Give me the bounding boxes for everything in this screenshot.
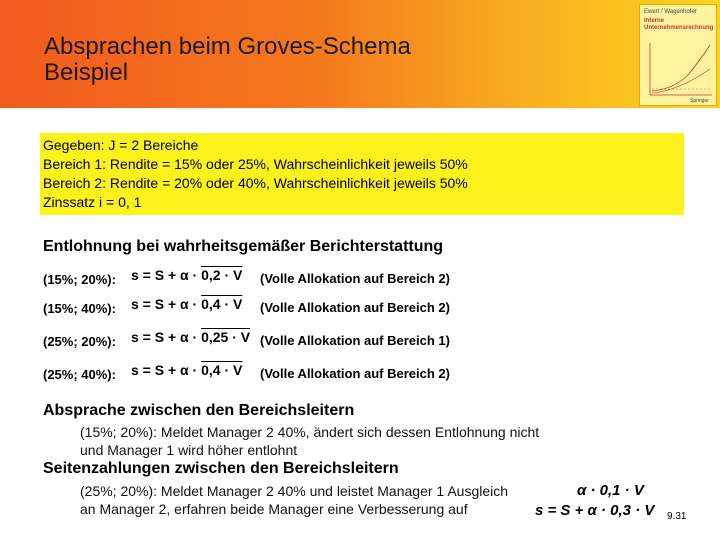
book-cover-graphic-icon xyxy=(644,39,714,101)
formula-prefix: s = S + α · xyxy=(131,329,202,345)
page-title xyxy=(44,34,411,86)
given-line-4: Zinssatz i = 0, 1 xyxy=(43,194,142,210)
case-formula xyxy=(131,296,242,312)
case-formula xyxy=(131,267,242,283)
book-publisher: Springer xyxy=(690,98,709,104)
case-label: (15%; 40%): xyxy=(43,301,116,316)
formula-value: 0,4 · V xyxy=(201,296,243,312)
formula-value: 0,4 · V xyxy=(201,362,243,378)
book-title-1: Interne xyxy=(644,18,665,24)
collusion-line-2: und Manager 1 wird höher entlohnt xyxy=(80,442,298,458)
formula-value: 0,2 · V xyxy=(201,267,243,283)
section-heading-side-payments: Seitenzahlungen zwischen den Bereichsleitern xyxy=(43,460,399,477)
case-label: (25%; 20%): xyxy=(43,334,116,349)
case-label: (25%; 40%): xyxy=(43,367,116,382)
formula-prefix: s = S + α · xyxy=(131,296,202,312)
formula-value: 0,25 · V xyxy=(201,329,251,345)
book-author: Ewert / Wagenhofer xyxy=(644,9,697,15)
case-formula xyxy=(131,329,250,345)
section-heading-collusion: Absprache zwischen den Bereichsleitern xyxy=(43,402,355,419)
collusion-line-1: (15%; 20%): Meldet Manager 2 40%, ändert sich dessen Entlohnung nicht xyxy=(80,424,540,440)
case-note: (Volle Allokation auf Bereich 1) xyxy=(260,333,450,348)
case-note: (Volle Allokation auf Bereich 2) xyxy=(260,300,450,315)
formula-prefix: s = S + α · xyxy=(131,362,202,378)
side-payment-formula-a: α · 0,1 · V xyxy=(577,482,644,499)
title-line-1: Absprachen beim Groves-Schema xyxy=(44,33,411,60)
case-label: (15%; 20%): xyxy=(43,272,116,287)
title-line-2: Beispiel xyxy=(44,59,129,86)
book-cover-logo xyxy=(639,4,717,106)
side-payment-line-1: (25%; 20%): Meldet Manager 2 40% und leistet Manager 1 Ausgleich xyxy=(80,483,509,499)
book-title-2: Unternehmensrechnung xyxy=(644,25,714,31)
section-heading-truthful: Entlohnung bei wahrheitsgemäßer Berichterstattung xyxy=(43,238,444,255)
side-payment-line-2: an Manager 2, erfahren beide Manager eine Verbesserung auf xyxy=(80,501,468,517)
given-line-2: Bereich 1: Rendite = 15% oder 25%, Wahrscheinlichkeit jeweils 50% xyxy=(43,156,468,172)
case-formula xyxy=(131,362,242,378)
given-box xyxy=(40,133,684,215)
case-note: (Volle Allokation auf Bereich 2) xyxy=(260,366,450,381)
page-number: 9.31 xyxy=(667,511,687,522)
formula-prefix: s = S + α · xyxy=(131,267,202,283)
side-payment-formula-b: s = S + α · 0,3 · V xyxy=(535,502,655,519)
given-line-1: Gegeben: J = 2 Bereiche xyxy=(43,137,199,153)
case-note: (Volle Allokation auf Bereich 2) xyxy=(260,271,450,286)
given-line-3: Bereich 2: Rendite = 20% oder 40%, Wahrscheinlichkeit jeweils 50% xyxy=(43,175,468,191)
